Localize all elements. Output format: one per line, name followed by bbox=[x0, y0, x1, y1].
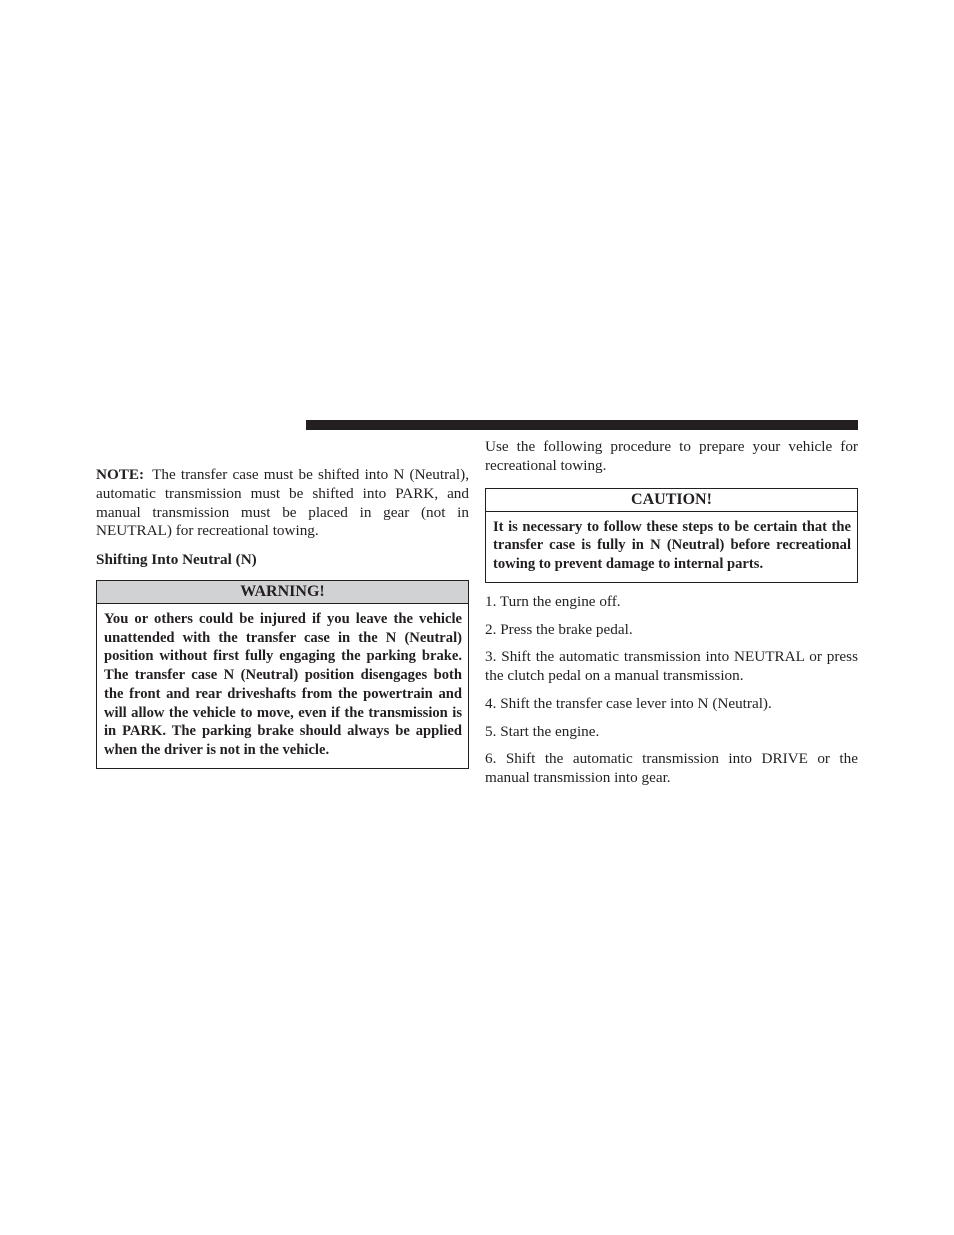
intro-paragraph: Use the following procedure to prepare your vehicle for recreational towing. bbox=[485, 438, 858, 474]
section-heading: Shifting Into Neutral (N) bbox=[96, 551, 257, 569]
step-item: 2. Press the brake pedal. bbox=[485, 620, 633, 638]
left-column bbox=[96, 466, 469, 769]
step-item: 1. Turn the engine off. bbox=[485, 592, 621, 610]
steps-list bbox=[485, 593, 858, 788]
step-item: 5. Start the engine. bbox=[485, 722, 600, 740]
caution-box bbox=[485, 488, 858, 583]
note-paragraph bbox=[96, 466, 469, 541]
warning-title: WARNING! bbox=[97, 581, 468, 604]
header-rule bbox=[306, 420, 858, 430]
note-text: The transfer case must be shifted into N (Neutral), automatic transmission must be shifted into PARK, and manual transmission must be placed in gear (not in NEUTRAL) for recreational towing. bbox=[96, 466, 469, 540]
step-item: 6. Shift the automatic transmission into DRIVE or the manual transmission into gear. bbox=[485, 750, 858, 787]
warning-text: You or others could be injured if you leave the vehicle unattended with the transfer case in the N (Neutral) position without first fully engaging the parking brake. The transfer case N (Neutral) position disengages both the front and rear driveshafts from the powertrain and will allow the vehicle to move, even if the transmission is in PARK. The parking brake should always be applied when the driver is not in the vehicle. bbox=[104, 610, 462, 758]
note-label: NOTE: bbox=[96, 466, 145, 483]
step-item: 4. Shift the transfer case lever into N (Neutral). bbox=[485, 694, 772, 712]
warning-box bbox=[96, 580, 469, 769]
right-column bbox=[485, 438, 858, 797]
caution-title: CAUTION! bbox=[486, 489, 857, 512]
caution-text: It is necessary to follow these steps to be certain that the transfer case is fully in N (Neutral) before recreational towing to prevent damage to internal parts. bbox=[493, 518, 851, 572]
step-item: 3. Shift the automatic transmission into NEUTRAL or press the clutch pedal on a manual transmission. bbox=[485, 648, 858, 685]
